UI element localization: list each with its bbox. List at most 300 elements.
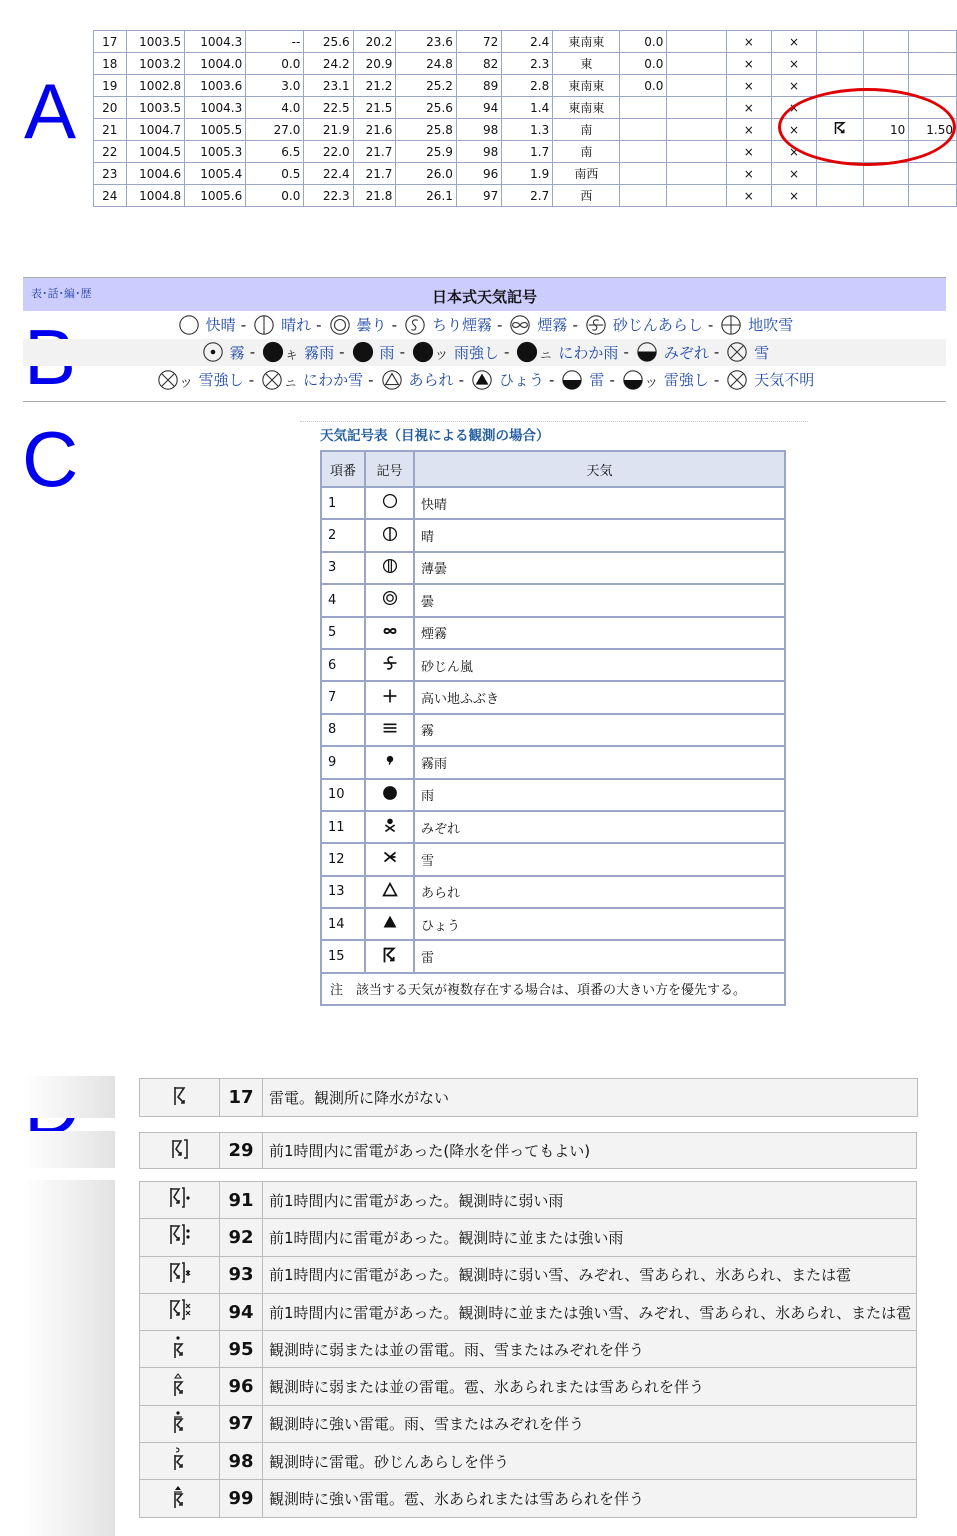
weather-symbol-navbox	[23, 277, 946, 402]
weather-name: 快晴	[414, 487, 785, 519]
table-cell: ×	[771, 163, 816, 185]
navbox-link[interactable]: ひょう	[498, 371, 544, 390]
table-row	[321, 843, 785, 875]
code-number: 91	[220, 1182, 263, 1219]
table-cell: ×	[771, 141, 816, 163]
fog-icon	[202, 341, 224, 363]
table-cell: 0.0	[620, 75, 667, 97]
table-cell: ×	[726, 185, 771, 207]
table-cell: ×	[771, 119, 816, 141]
table-cell	[909, 163, 957, 185]
table-row	[140, 1293, 917, 1330]
item-number: 5	[321, 617, 365, 649]
table-cell: 1004.7	[126, 119, 185, 141]
table-row	[94, 53, 957, 75]
table-cell: 東南東	[553, 31, 620, 53]
navbox-link[interactable]: 煙霧	[537, 316, 568, 335]
navbox-link[interactable]: 雷	[589, 371, 605, 390]
table-row	[321, 617, 785, 649]
drifting-snow-icon	[365, 681, 414, 713]
table-cell: 25.9	[396, 141, 457, 163]
table-row	[321, 908, 785, 940]
col-header-weather: 天気	[414, 451, 785, 487]
thunder-code-icon	[140, 1293, 220, 1330]
sleet-icon	[636, 341, 658, 363]
table-cell: 22.4	[304, 163, 353, 185]
clear-icon	[365, 487, 414, 519]
table-cell: 97	[456, 185, 501, 207]
separator: -	[713, 370, 720, 389]
table-cell: 23	[94, 163, 127, 185]
navbox-row	[23, 311, 946, 339]
dust-haze-icon	[404, 314, 426, 336]
item-number: 14	[321, 908, 365, 940]
separator: -	[609, 370, 615, 389]
d-block-bg-3	[23, 1180, 115, 1536]
navbox-link[interactable]: 雷強し	[663, 371, 709, 390]
table-cell: ×	[726, 97, 771, 119]
item-number: 3	[321, 552, 365, 584]
table-cell	[620, 185, 667, 207]
table-cell: 22.3	[304, 185, 353, 207]
d-block-bg-2	[23, 1131, 115, 1168]
navbox-row	[23, 366, 946, 394]
table-cell: 南西	[553, 163, 620, 185]
table-cell: 23.1	[304, 75, 353, 97]
separator: -	[368, 370, 374, 389]
table-cell: ×	[726, 75, 771, 97]
snow-icon	[726, 341, 748, 363]
table-row	[321, 746, 785, 778]
code-number: 92	[220, 1219, 263, 1256]
symbol-suffix: キ	[286, 349, 298, 363]
symbol-table	[320, 450, 786, 1006]
table-cell: 10	[863, 119, 908, 141]
heavy-snow-icon	[157, 369, 179, 391]
table-cell: ×	[771, 75, 816, 97]
table-cell: 1003.5	[126, 97, 185, 119]
thunder-code-icon	[140, 1182, 220, 1219]
weather-name: 霧	[414, 714, 785, 746]
cloudy-icon	[365, 584, 414, 616]
table-cell: 25.6	[396, 97, 457, 119]
table-cell: 82	[456, 53, 501, 75]
table-cell: 1004.8	[126, 185, 185, 207]
weather-name: ひょう	[414, 908, 785, 940]
separator: -	[707, 315, 714, 334]
code-number: 94	[220, 1293, 263, 1330]
item-number: 13	[321, 876, 365, 908]
table-row	[140, 1405, 917, 1442]
navbox-row	[23, 339, 946, 367]
table-cell: 21.7	[353, 141, 396, 163]
table-cell: 21	[94, 119, 127, 141]
table-cell: 21.2	[353, 75, 396, 97]
caption-rule	[300, 421, 808, 422]
weather-name: 高い地ふぶき	[414, 681, 785, 713]
symbol-suffix: ツ	[645, 376, 657, 390]
navbox-link[interactable]: 雨	[379, 343, 395, 362]
table-cell: 22.5	[304, 97, 353, 119]
table-cell	[667, 119, 726, 141]
table-cell: ×	[726, 31, 771, 53]
navbox-rows	[23, 311, 946, 394]
navbox-link[interactable]: 快晴	[205, 316, 236, 335]
table-row	[140, 1331, 917, 1368]
table-cell: 25.6	[304, 31, 353, 53]
table-cell: 22	[94, 141, 127, 163]
code-description: 観測時に強い雷電。雹、氷あられまたは雪あられを伴う	[263, 1480, 917, 1517]
sandstorm-icon	[365, 649, 414, 681]
separator: -	[316, 315, 322, 334]
table-cell: 1004.3	[185, 31, 246, 53]
weather-name: 雪	[414, 843, 785, 875]
table-row	[140, 1368, 917, 1405]
code-number: 97	[220, 1405, 263, 1442]
navbox-link[interactable]: 地吹雪	[748, 316, 794, 335]
table-cell	[817, 163, 864, 185]
table-cell: 1.9	[502, 163, 553, 185]
clear-icon	[178, 314, 200, 336]
table-cell: 1004.0	[185, 53, 246, 75]
weather-name: 曇	[414, 584, 785, 616]
separator: -	[497, 315, 503, 334]
drizzle-icon	[262, 341, 284, 363]
item-number: 7	[321, 681, 365, 713]
code-description: 前1時間内に雷電があった。観測時に並または強い雪、みぞれ、雪あられ、氷あられ、または雹	[263, 1293, 917, 1330]
separator: -	[249, 343, 256, 362]
table-cell: 24.2	[304, 53, 353, 75]
table-row	[321, 649, 785, 681]
code-description: 前1時間内に雷電があった。観測時に弱い雪、みぞれ、雪あられ、氷あられ、または雹	[263, 1256, 917, 1293]
sleet-icon	[365, 811, 414, 843]
table-row	[94, 185, 957, 207]
table-cell: 72	[456, 31, 501, 53]
graupel-icon	[365, 876, 414, 908]
symbol-suffix: ニ	[285, 376, 297, 390]
table-cell: 1005.5	[185, 119, 246, 141]
weather-name: 砂じん嵐	[414, 649, 785, 681]
table-row	[94, 31, 957, 53]
table-cell: 21.5	[353, 97, 396, 119]
table-cell: 25.2	[396, 75, 457, 97]
code-description: 観測時に強い雷電。雨、雪またはみぞれを伴う	[263, 1405, 917, 1442]
thunder-icon	[561, 369, 583, 391]
table-cell: 98	[456, 141, 501, 163]
table-cell: 19	[94, 75, 127, 97]
weather-name: 雨	[414, 779, 785, 811]
sandstorm-icon	[585, 314, 607, 336]
table-cell: 20.9	[353, 53, 396, 75]
thunder-code-table-9x	[139, 1181, 917, 1518]
separator: -	[248, 370, 255, 389]
snow-icon	[365, 843, 414, 875]
table-cell: 東	[553, 53, 620, 75]
navbox-link[interactable]: 霧雨	[304, 343, 335, 362]
table-cell	[909, 185, 957, 207]
navbox-link[interactable]: 雪強し	[198, 371, 244, 390]
table-cell: 1002.8	[126, 75, 185, 97]
navbox-link[interactable]: にわか雪	[303, 371, 364, 390]
table-cell: ×	[771, 97, 816, 119]
thunder-code-icon	[140, 1219, 220, 1256]
col-header-number: 項番	[321, 451, 365, 487]
item-number: 4	[321, 584, 365, 616]
code-number: 17	[220, 1079, 263, 1117]
table-row	[321, 714, 785, 746]
table-row	[140, 1256, 917, 1293]
table-cell: 2.4	[502, 31, 553, 53]
table-cell: 21.9	[304, 119, 353, 141]
weather-name: 晴	[414, 519, 785, 551]
table-cell: 西	[553, 185, 620, 207]
drizzle-icon	[365, 746, 414, 778]
highlight-oval	[778, 88, 956, 166]
table-cell: 24.8	[396, 53, 457, 75]
table-cell: 1004.6	[126, 163, 185, 185]
table-cell: 0.0	[246, 53, 304, 75]
table-cell: 24	[94, 185, 127, 207]
table-cell: 2.8	[502, 75, 553, 97]
code-description: 前1時間内に雷電があった。観測時に並または強い雨	[263, 1219, 917, 1256]
navbox-title: 日本式天気記号	[431, 288, 537, 306]
table-cell: 1004.5	[126, 141, 185, 163]
table-cell: 南	[553, 141, 620, 163]
code-description: 観測時に雷電。砂じんあらしを伴う	[263, 1443, 917, 1480]
thunder-code-icon	[140, 1443, 220, 1480]
item-number: 15	[321, 940, 365, 972]
table-cell	[667, 163, 726, 185]
table-cell: ×	[771, 185, 816, 207]
thunder-icon	[365, 940, 414, 972]
navbox-link[interactable]: 砂じんあらし	[612, 316, 703, 335]
symbol-suffix: ツ	[435, 349, 447, 363]
item-number: 10	[321, 779, 365, 811]
table-cell: 0.0	[620, 53, 667, 75]
table-cell: ×	[726, 119, 771, 141]
table-row	[321, 552, 785, 584]
section-label-c: C	[22, 415, 79, 503]
table-cell: 22.0	[304, 141, 353, 163]
hail-icon	[471, 369, 493, 391]
table-cell	[909, 31, 957, 53]
heavy-thunder-icon	[622, 369, 644, 391]
table-row	[321, 779, 785, 811]
table-cell: 1003.2	[126, 53, 185, 75]
weather-name: 煙霧	[414, 617, 785, 649]
separator: -	[339, 343, 345, 362]
navbox-link[interactable]: みぞれ	[663, 343, 709, 362]
table-cell: 89	[456, 75, 501, 97]
table-cell: 1003.5	[126, 31, 185, 53]
code-number: 93	[220, 1256, 263, 1293]
item-number: 1	[321, 487, 365, 519]
symbol-suffix: ツ	[180, 376, 192, 390]
table-cell	[909, 75, 957, 97]
table-cell: 96	[456, 163, 501, 185]
separator: -	[549, 370, 555, 389]
table-row	[321, 584, 785, 616]
table-row	[140, 1133, 917, 1169]
item-number: 12	[321, 843, 365, 875]
heavy-rain-icon	[412, 341, 434, 363]
table-row	[321, 519, 785, 551]
section-label-a: A	[24, 67, 77, 155]
table-cell	[620, 119, 667, 141]
table-cell: ×	[726, 163, 771, 185]
code-number: 29	[220, 1133, 263, 1169]
navbox-link[interactable]: 雪	[754, 343, 770, 362]
separator: -	[240, 315, 247, 334]
table-cell	[863, 53, 908, 75]
table-cell	[817, 53, 864, 75]
table-cell: 2.3	[502, 53, 553, 75]
hail-icon	[365, 908, 414, 940]
table-cell: 0.0	[246, 185, 304, 207]
thunder-code-table-17	[139, 1078, 918, 1117]
table-cell	[620, 163, 667, 185]
thunder-code-table-29	[139, 1132, 917, 1169]
code-number: 99	[220, 1480, 263, 1517]
table-cell	[667, 53, 726, 75]
item-number: 11	[321, 811, 365, 843]
navbox-link[interactable]: ちり煙霧	[431, 316, 492, 335]
table-cell: 94	[456, 97, 501, 119]
table-cell: --	[246, 31, 304, 53]
table-cell: 6.5	[246, 141, 304, 163]
table-cell: 20.2	[353, 31, 396, 53]
table-row	[140, 1480, 917, 1517]
table-row	[321, 487, 785, 519]
table-cell	[667, 31, 726, 53]
weather-name: 雷	[414, 940, 785, 972]
separator: -	[399, 343, 405, 362]
table-cell: 27.0	[246, 119, 304, 141]
table-row	[140, 1219, 917, 1256]
table-cell: 1.3	[502, 119, 553, 141]
table-cell	[667, 97, 726, 119]
thunder-code-icon	[140, 1480, 220, 1517]
haze-icon	[509, 314, 531, 336]
symbol-table-note: 注 該当する天気が複数存在する場合は、項番の大きい方を優先する。	[321, 973, 785, 1005]
fine-icon	[253, 314, 275, 336]
table-cell	[620, 141, 667, 163]
table-row	[140, 1079, 918, 1117]
navbox-link[interactable]: にわか雨	[558, 343, 619, 362]
navbox-link[interactable]: 雨強し	[453, 343, 499, 362]
table-cell: 南	[553, 119, 620, 141]
table-cell: 4.0	[246, 97, 304, 119]
fine-icon	[365, 519, 414, 551]
table-cell	[863, 185, 908, 207]
separator: -	[572, 315, 578, 334]
item-number: 6	[321, 649, 365, 681]
unknown-weather-icon	[726, 369, 748, 391]
table-cell: 21.7	[353, 163, 396, 185]
thunder-bracket-icon	[140, 1133, 220, 1169]
navbox-link[interactable]: あられ	[408, 371, 454, 390]
table-cell: ×	[771, 53, 816, 75]
table-cell: 26.1	[396, 185, 457, 207]
table-cell: 1.7	[502, 141, 553, 163]
code-number: 98	[220, 1443, 263, 1480]
navbox-header	[23, 278, 946, 311]
weather-name: みぞれ	[414, 811, 785, 843]
table-cell	[667, 141, 726, 163]
table-cell: 0.5	[246, 163, 304, 185]
table-cell: 26.0	[396, 163, 457, 185]
weather-name: 薄曇	[414, 552, 785, 584]
d-block-bg-1	[23, 1076, 115, 1118]
table-cell: 2.7	[502, 185, 553, 207]
code-description: 前1時間内に雷電があった(降水を伴ってもよい)	[263, 1133, 917, 1169]
table-row	[321, 940, 785, 972]
table-cell: 98	[456, 119, 501, 141]
table-cell: 23.6	[396, 31, 457, 53]
symbol-table-caption: 天気記号表（目視による観測の場合）	[320, 428, 550, 444]
fog-icon	[365, 714, 414, 746]
navbox-link[interactable]: 曇り	[356, 316, 387, 335]
table-row	[94, 163, 957, 185]
table-cell: 1004.3	[185, 97, 246, 119]
weather-name: あられ	[414, 876, 785, 908]
table-cell	[817, 185, 864, 207]
rain-icon	[365, 779, 414, 811]
cloudy-icon	[329, 314, 351, 336]
table-cell: 0.0	[620, 31, 667, 53]
thunder-code-icon	[140, 1368, 220, 1405]
table-cell: 1.4	[502, 97, 553, 119]
code-description: 観測時に弱または並の雷電。雹、氷あられまたは雪あられを伴う	[263, 1368, 917, 1405]
thunder-code-icon	[140, 1405, 220, 1442]
table-cell: 1003.6	[185, 75, 246, 97]
table-cell: 3.0	[246, 75, 304, 97]
code-number: 95	[220, 1331, 263, 1368]
snow-shower-icon	[261, 369, 283, 391]
separator: -	[623, 343, 629, 362]
navbox-link[interactable]: 天気不明	[754, 371, 815, 390]
table-cell: 東南東	[553, 97, 620, 119]
table-cell: 21.6	[353, 119, 396, 141]
table-cell: 25.8	[396, 119, 457, 141]
symbol-suffix: ニ	[540, 349, 552, 363]
table-row	[321, 681, 785, 713]
navbox-link[interactable]: 晴れ	[281, 316, 312, 335]
table-cell: 20	[94, 97, 127, 119]
separator: -	[713, 343, 720, 362]
table-cell: 1.50	[909, 119, 957, 141]
table-cell: 21.8	[353, 185, 396, 207]
thunder-icon	[140, 1079, 220, 1117]
table-cell	[863, 31, 908, 53]
navbox-link[interactable]: 霧	[229, 343, 245, 362]
table-cell: 1005.3	[185, 141, 246, 163]
item-number: 8	[321, 714, 365, 746]
navbox-links[interactable]: 表･話･編･歴	[31, 287, 92, 300]
table-cell	[667, 185, 726, 207]
table-cell: ×	[726, 141, 771, 163]
table-row	[321, 876, 785, 908]
drifting-snow-icon	[720, 314, 742, 336]
table-cell: ×	[726, 53, 771, 75]
table-cell: 東南東	[553, 75, 620, 97]
table-cell	[620, 97, 667, 119]
item-number: 9	[321, 746, 365, 778]
table-cell	[817, 31, 864, 53]
rain-icon	[352, 341, 374, 363]
table-row	[140, 1443, 917, 1480]
separator: -	[504, 343, 510, 362]
